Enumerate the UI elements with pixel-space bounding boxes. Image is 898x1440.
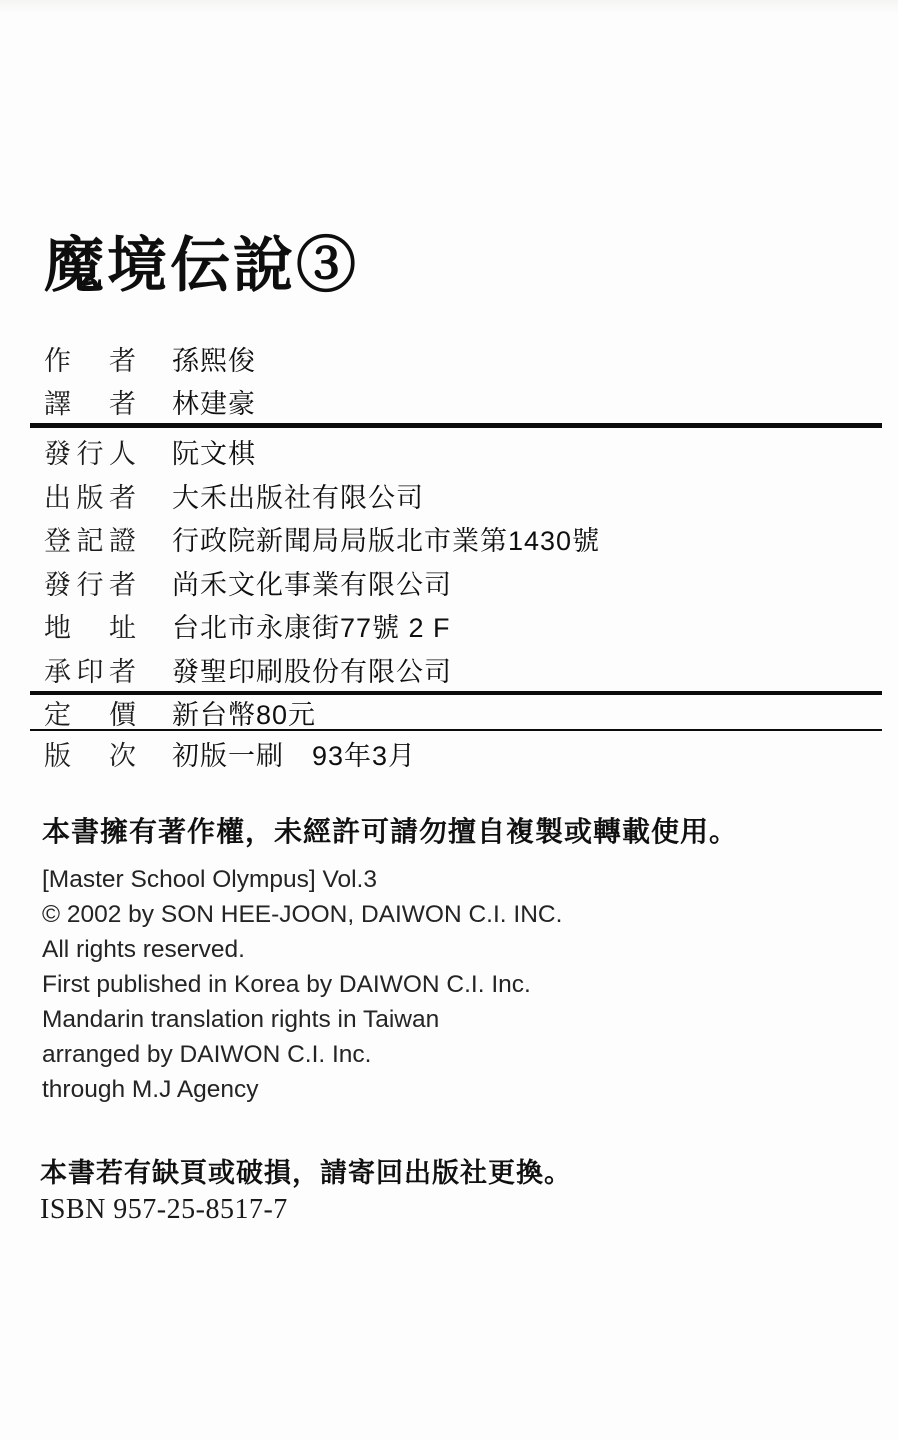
- field-value: 初版一刷 93年3月: [172, 740, 417, 771]
- copyright-block: [42, 814, 862, 1107]
- field-label: 地址: [44, 613, 136, 644]
- colophon-table: [44, 337, 884, 775]
- field-label: 譯者: [44, 389, 136, 419]
- field-label: 發行者: [44, 569, 136, 600]
- footer-block: [40, 1155, 860, 1226]
- copyright-line: arranged by DAIWON C.I. Inc.: [42, 1041, 372, 1068]
- table-row-address: [44, 604, 884, 648]
- return-notice: 本書若有缺頁或破損，請寄回出版社更換。: [40, 1158, 572, 1188]
- table-row-distributor: [44, 561, 884, 605]
- field-label: 承印者: [44, 656, 136, 687]
- table-row-registration: [44, 517, 884, 561]
- field-value: 林建豪: [172, 389, 256, 419]
- copyright-line: Mandarin translation rights in Taiwan: [42, 1006, 440, 1033]
- field-label: 發行人: [44, 439, 136, 470]
- field-value: 台北市永康街77號 2 F: [172, 613, 451, 644]
- table-row-author: [44, 337, 884, 380]
- book-title: 魔境伝說③: [44, 232, 359, 299]
- table-row-price: [44, 695, 884, 729]
- field-value: 大禾出版社有限公司: [172, 482, 424, 513]
- field-value: 新台幣80元: [172, 699, 317, 730]
- field-value: 行政院新聞局局版北市業第1430號: [172, 526, 601, 557]
- field-label: 登記證: [44, 526, 136, 557]
- copyright-line: © 2002 by SON HEE-JOON, DAIWON C.I. INC.: [42, 901, 563, 928]
- field-value: 阮文棋: [172, 439, 256, 470]
- field-label: 作者: [44, 346, 136, 376]
- copyright-line: First published in Korea by DAIWON C.I. Inc.: [42, 971, 531, 998]
- table-row-edition: [44, 731, 884, 775]
- copyright-line: All rights reserved.: [42, 936, 245, 963]
- field-value: 尚禾文化事業有限公司: [172, 569, 452, 600]
- field-value: 孫熙俊: [172, 346, 256, 376]
- table-row-publisher-person: [44, 430, 884, 474]
- divider-rule: [30, 423, 882, 428]
- isbn: ISBN 957-25-8517-7: [40, 1194, 288, 1225]
- copyright-notice-zh: 本書擁有著作權，未經許可請勿擅自複製或轉載使用。: [42, 816, 739, 847]
- field-label: 版次: [44, 740, 136, 771]
- table-row-printer: [44, 648, 884, 692]
- copyright-lines-en: [42, 862, 862, 1107]
- table-row-publisher: [44, 474, 884, 518]
- table-row-translator: [44, 380, 884, 423]
- field-label: 定價: [44, 699, 136, 730]
- copyright-line: through M.J Agency: [42, 1076, 259, 1103]
- copyright-line: [Master School Olympus] Vol.3: [42, 866, 377, 893]
- field-label: 出版者: [44, 482, 136, 513]
- field-value: 發聖印刷股份有限公司: [172, 656, 452, 687]
